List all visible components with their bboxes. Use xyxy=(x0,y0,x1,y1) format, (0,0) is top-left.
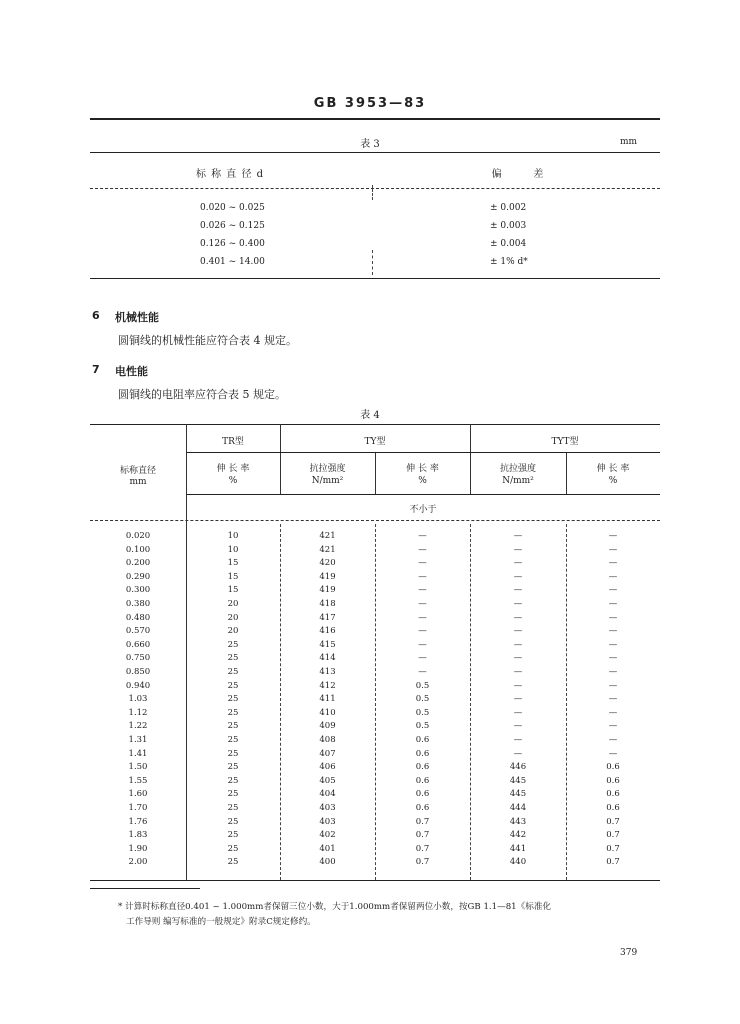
table-cell: 0.7 xyxy=(415,857,430,868)
table-row xyxy=(0,775,740,789)
section6-number: 6 xyxy=(92,309,100,322)
table-cell: 0.300 xyxy=(125,585,151,596)
table4-ty-tensile-unit: N/mm² xyxy=(311,476,344,486)
table-cell: — xyxy=(608,667,618,677)
table3-top-rule xyxy=(90,152,660,153)
footnote-line2: 工作导则 编写标准的一般规定》附录C规定修约。 xyxy=(126,917,316,927)
table-cell: 0.380 xyxy=(125,599,151,609)
table4-group-ty: TY型 xyxy=(364,437,386,447)
table3-row-deviation: ± 1% d* xyxy=(490,257,528,267)
table-cell: 10 xyxy=(227,544,239,555)
table-cell: 25 xyxy=(227,762,239,773)
table-cell: — xyxy=(513,626,523,637)
table-cell: 1.12 xyxy=(128,707,148,718)
table-cell: 419 xyxy=(319,585,336,596)
section6-text: 圆铜线的机械性能应符合表 4 规定。 xyxy=(118,334,297,347)
table-cell: — xyxy=(418,585,427,596)
table4-tr-elongation: 伸 长 率 xyxy=(216,464,250,474)
table-cell: 0.5 xyxy=(415,694,430,705)
table-cell: 412 xyxy=(319,680,336,691)
table-cell: — xyxy=(418,626,427,637)
table-row xyxy=(0,788,740,802)
table-cell: 25 xyxy=(227,775,239,786)
table-row xyxy=(0,843,740,857)
table3-header-rule xyxy=(90,188,660,189)
table3-unit: mm xyxy=(620,137,638,147)
table-cell: 0.6 xyxy=(415,748,430,759)
section7-title: 电性能 xyxy=(115,365,148,378)
table-cell: 0.7 xyxy=(606,843,620,854)
table-cell: 1.55 xyxy=(128,775,148,786)
table-cell: — xyxy=(608,612,618,623)
table-row xyxy=(0,856,740,870)
table-row xyxy=(0,639,740,653)
table-cell: 25 xyxy=(227,857,239,868)
table4-col-diameter: 标称直径 xyxy=(119,466,156,476)
table3-row-deviation: ± 0.002 xyxy=(490,203,527,213)
table-cell: — xyxy=(513,612,523,623)
table-cell: 1.76 xyxy=(128,816,148,827)
table-row xyxy=(0,734,740,748)
table-cell: — xyxy=(513,721,523,732)
table-cell: 25 xyxy=(227,707,239,718)
table-cell: 443 xyxy=(509,816,527,827)
table-cell: 25 xyxy=(227,735,239,745)
section7-text: 圆铜线的电阻率应符合表 5 规定。 xyxy=(118,388,286,401)
table3-col1-header: 标 称 直 径 d xyxy=(195,169,265,180)
table3-caption: 表 3 xyxy=(360,139,380,150)
table-cell: 1.41 xyxy=(128,748,148,759)
standard-number: GB 3953—83 xyxy=(313,96,427,111)
table-row xyxy=(0,571,740,585)
table-cell: 0.7 xyxy=(415,843,430,854)
table4-ty-elongation-unit: % xyxy=(418,476,427,486)
table-cell: 25 xyxy=(227,653,239,664)
table-cell: — xyxy=(608,653,618,664)
table3-bottom-rule xyxy=(90,278,660,279)
table-row xyxy=(0,666,740,680)
table-cell: — xyxy=(418,639,427,650)
table-cell: 0.7 xyxy=(415,830,430,841)
table-cell: — xyxy=(418,667,427,677)
table-cell: 400 xyxy=(319,857,336,868)
table-cell: — xyxy=(608,544,618,555)
table-cell: — xyxy=(513,667,523,677)
table3-row-range: 0.126 ~ 0.400 xyxy=(200,239,265,249)
table4-col-diameter-unit: mm xyxy=(129,477,147,487)
table-cell: — xyxy=(513,748,523,759)
table-cell: — xyxy=(608,707,618,718)
table-cell: — xyxy=(513,585,523,596)
table-cell: 407 xyxy=(319,748,336,759)
table-cell: — xyxy=(513,599,523,609)
table-cell: 0.6 xyxy=(415,789,430,800)
table3-row-range: 0.401 ~ 14.00 xyxy=(200,257,265,267)
table-cell: 421 xyxy=(319,531,336,541)
table-cell: 420 xyxy=(319,558,336,569)
table-cell: 1.22 xyxy=(128,721,148,732)
section7-number: 7 xyxy=(92,363,100,376)
table3-row-deviation: ± 0.003 xyxy=(490,221,527,231)
table4-min-label: 不小于 xyxy=(409,505,437,515)
page-number: 379 xyxy=(620,948,638,958)
table-cell: 1.50 xyxy=(128,762,148,773)
table-cell: 0.660 xyxy=(125,639,151,650)
table-cell: 410 xyxy=(319,707,336,718)
table-cell: 0.200 xyxy=(125,558,151,569)
table-cell: 1.31 xyxy=(128,735,148,745)
table-cell: 0.6 xyxy=(606,789,620,800)
table-cell: 1.03 xyxy=(128,694,148,705)
table-cell: — xyxy=(513,735,523,745)
table-cell: 445 xyxy=(509,789,527,800)
table-cell: — xyxy=(418,558,427,569)
table4-header-bottom-rule xyxy=(90,520,660,521)
table-cell: 0.5 xyxy=(415,721,430,732)
table-cell: 418 xyxy=(319,599,336,609)
table-cell: — xyxy=(608,721,618,732)
table-cell: 25 xyxy=(227,816,239,827)
table-cell: 0.480 xyxy=(125,612,151,623)
table-cell: 415 xyxy=(319,639,336,650)
table-row xyxy=(0,693,740,707)
table-cell: 25 xyxy=(227,843,239,854)
table-cell: 404 xyxy=(319,789,336,800)
table-cell: 0.570 xyxy=(125,626,151,637)
table-cell: — xyxy=(513,558,523,569)
table-cell: 1.90 xyxy=(128,843,148,854)
table-cell: 15 xyxy=(227,585,239,596)
table-cell: 411 xyxy=(319,694,336,705)
table-cell: 0.290 xyxy=(125,571,151,582)
table-cell: 0.5 xyxy=(415,680,430,691)
table-cell: 0.7 xyxy=(415,816,430,827)
table4-top-rule xyxy=(90,424,660,425)
table-cell: — xyxy=(608,735,618,745)
table-cell: — xyxy=(608,639,618,650)
table4-ty-elongation: 伸 长 率 xyxy=(406,464,439,474)
table4-sub-rule xyxy=(186,494,660,495)
table-row xyxy=(0,557,740,571)
table-cell: 2.00 xyxy=(128,857,148,868)
table-cell: 413 xyxy=(319,667,336,677)
table-cell: — xyxy=(513,653,523,664)
table4-tyt-elongation: 伸 长 率 xyxy=(596,464,630,474)
table-row xyxy=(0,652,740,666)
table-cell: — xyxy=(608,599,618,609)
table-cell: 0.850 xyxy=(125,667,151,677)
table-cell: 25 xyxy=(227,667,239,677)
table-cell: 417 xyxy=(319,612,336,623)
header-rule xyxy=(90,118,660,120)
table-cell: 0.7 xyxy=(606,857,620,868)
table-cell: 0.6 xyxy=(415,775,430,786)
table-cell: 0.750 xyxy=(125,653,151,664)
table4-tyt-tensile: 抗拉强度 xyxy=(499,464,536,474)
table-row xyxy=(0,530,740,544)
table-row xyxy=(0,598,740,612)
table-cell: 0.6 xyxy=(415,803,430,813)
table4-body-divider xyxy=(566,524,567,880)
table-cell: — xyxy=(608,585,618,596)
table3-row-deviation: ± 0.004 xyxy=(490,239,527,249)
table-cell: — xyxy=(418,571,427,582)
table-cell: — xyxy=(608,680,618,691)
table3-divider-top xyxy=(372,185,373,200)
table-cell: 15 xyxy=(227,558,239,569)
table-row xyxy=(0,680,740,694)
table4-caption: 表 4 xyxy=(360,410,380,421)
table4-bottom-rule xyxy=(90,880,660,881)
table-cell: — xyxy=(418,653,427,664)
table-cell: — xyxy=(418,599,427,609)
table-cell: — xyxy=(513,571,523,582)
table-cell: — xyxy=(608,748,618,759)
footnote-line1: * 计算时标称直径0.401 ~ 1.000mm者保留三位小数，大于1.000mm者保留两位小数，按GB 1.1—81《标准化 xyxy=(118,902,552,912)
table-cell: 442 xyxy=(509,830,527,841)
table-cell: — xyxy=(513,680,523,691)
table-cell: 25 xyxy=(227,721,239,732)
table4-tr-elongation-unit: % xyxy=(228,476,238,486)
table3-row-range: 0.026 ~ 0.125 xyxy=(200,221,265,231)
table-cell: 414 xyxy=(319,653,336,664)
table-cell: 0.6 xyxy=(606,803,620,813)
table-row xyxy=(0,720,740,734)
table-cell: — xyxy=(513,639,523,650)
table-cell: 25 xyxy=(227,748,239,759)
table4-body-divider xyxy=(470,524,471,880)
table-cell: — xyxy=(513,531,523,541)
table-cell: 20 xyxy=(227,626,239,637)
table-row xyxy=(0,707,740,721)
table-cell: 403 xyxy=(319,816,336,827)
table-cell: 0.6 xyxy=(606,762,620,773)
table-cell: 440 xyxy=(509,857,527,868)
table-row xyxy=(0,816,740,830)
table4-tyt-elongation-unit: % xyxy=(608,476,618,486)
table-cell: 405 xyxy=(319,775,336,786)
table-cell: — xyxy=(418,612,427,623)
table-row xyxy=(0,584,740,598)
table4-ty-tensile: 抗拉强度 xyxy=(309,464,346,474)
table3-col2-header: 偏 差 xyxy=(491,169,544,180)
section6-title: 机械性能 xyxy=(115,311,159,324)
table-cell: 10 xyxy=(227,531,239,541)
table4-group-tr: TR型 xyxy=(222,437,244,447)
table-cell: 402 xyxy=(319,830,336,841)
table-cell: 1.60 xyxy=(128,789,148,800)
table-cell: — xyxy=(608,531,618,541)
table-cell: — xyxy=(513,694,523,705)
table-cell: — xyxy=(608,626,618,637)
table-cell: 25 xyxy=(227,680,239,691)
table4-group-tyt: TYT型 xyxy=(551,437,579,447)
table-cell: 0.7 xyxy=(606,830,620,841)
table4-group-rule xyxy=(186,452,660,453)
table4-body-divider xyxy=(280,524,281,880)
table-cell: 445 xyxy=(509,775,527,786)
table-row xyxy=(0,761,740,775)
table-cell: 1.83 xyxy=(128,830,148,841)
table-cell: 0.020 xyxy=(125,531,151,541)
table-cell: — xyxy=(418,531,427,541)
table-cell: — xyxy=(418,544,427,555)
table-cell: 1.70 xyxy=(128,803,148,813)
table-cell: 0.940 xyxy=(125,680,151,691)
table-cell: 444 xyxy=(509,803,527,813)
table-cell: — xyxy=(608,571,618,582)
table-cell: 409 xyxy=(319,721,336,732)
table-cell: 416 xyxy=(319,626,336,637)
table-cell: 0.5 xyxy=(415,707,430,718)
table-cell: 0.6 xyxy=(415,735,430,745)
table-cell: 0.6 xyxy=(415,762,430,773)
table-row xyxy=(0,544,740,558)
table-cell: 25 xyxy=(227,639,239,650)
footnote-rule xyxy=(90,888,200,889)
table-row xyxy=(0,748,740,762)
table-cell: 20 xyxy=(227,599,239,609)
table-cell: 25 xyxy=(227,803,239,813)
table-cell: 403 xyxy=(319,803,336,813)
table-cell: 0.7 xyxy=(606,816,620,827)
table-row xyxy=(0,829,740,843)
table-cell: 441 xyxy=(509,843,527,854)
table-cell: 0.100 xyxy=(125,544,151,555)
table-cell: 406 xyxy=(319,762,336,773)
table-cell: — xyxy=(513,707,523,718)
table-cell: 25 xyxy=(227,830,239,841)
table-cell: 401 xyxy=(319,843,336,854)
table-cell: 419 xyxy=(319,571,336,582)
table-cell: 0.6 xyxy=(606,775,620,786)
table-cell: 20 xyxy=(227,612,239,623)
table-cell: — xyxy=(513,544,523,555)
table-cell: — xyxy=(608,694,618,705)
table-row xyxy=(0,612,740,626)
table-row xyxy=(0,625,740,639)
table-cell: 421 xyxy=(319,544,336,555)
table-cell: 25 xyxy=(227,789,239,800)
table-row xyxy=(0,802,740,816)
table-cell: 446 xyxy=(509,762,527,773)
table-cell: 15 xyxy=(227,571,239,582)
table-cell: — xyxy=(608,558,618,569)
table3-divider-bottom xyxy=(372,250,373,275)
table4-tyt-tensile-unit: N/mm² xyxy=(502,476,534,486)
table-cell: 25 xyxy=(227,694,239,705)
table4-body-divider xyxy=(375,524,376,880)
table3-row-range: 0.020 ~ 0.025 xyxy=(200,203,265,213)
table-cell: 408 xyxy=(319,735,336,745)
